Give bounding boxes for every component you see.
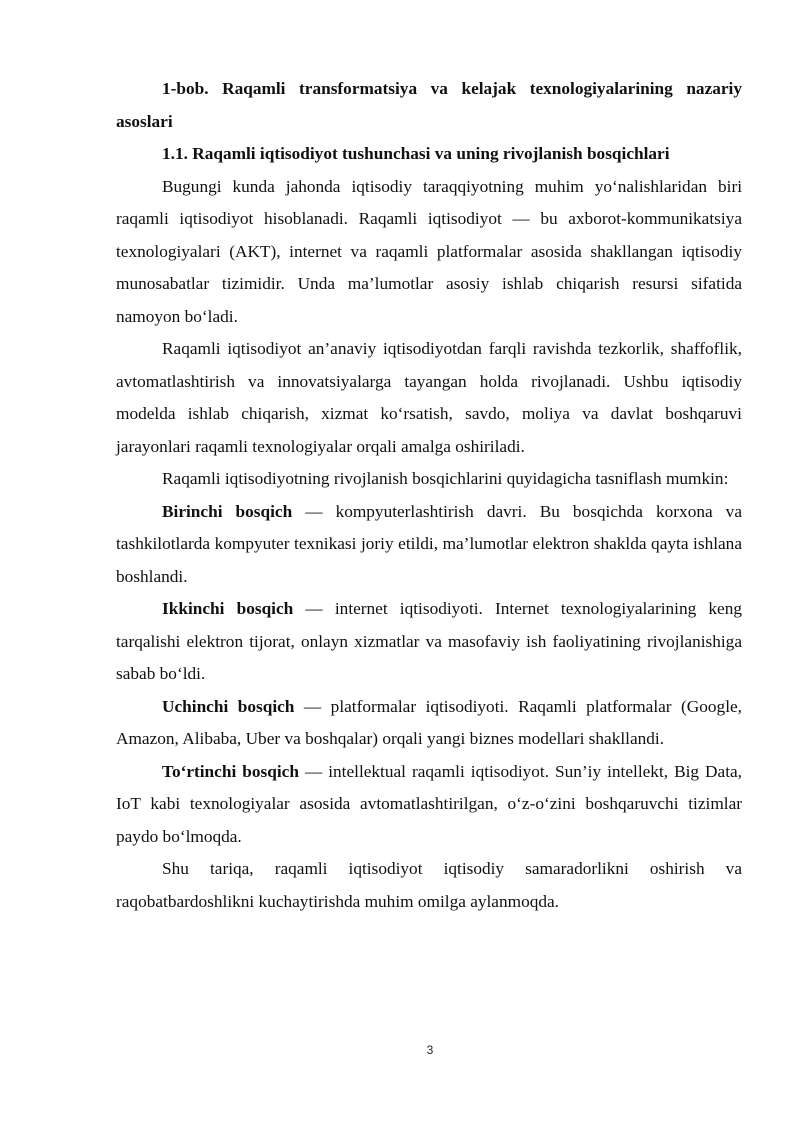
stage-paragraph-1 [116,496,742,594]
stage-2-lead: Ikkinchi bosqich [162,599,294,618]
paragraph-characteristics: Raqamli iqtisodiyot an’anaviy iqtisodiyotdan farqli ravishda tezkorlik, shaffoflik, avtomatlashtirish va innovatsiyalarga tayangan holda rivojlanadi. Ushbu iqtisodiy modelda ishlab chiqarish, xizmat ko‘rsatish, savdo, moliya va davlat boshqaruvi jarayonlari raqamli texnologiyalar orqali amalga oshiriladi. [116,339,742,456]
stage-1-text: — kompyuterlashtirish davri. Bu bosqichda korxona va tashkilotlarda kompyuter texnikasi joriy etildi, ma’lumotlar elektron shaklda qayta ishlana boshlandi. [116,501,742,586]
stage-paragraph-2 [116,593,742,691]
stage-paragraph-3 [116,691,742,756]
paragraph-conclusion: Shu tariqa, raqamli iqtisodiyot iqtisodiy samaradorlikni oshirish va raqobatbardoshlikni kuchaytirishda muhim omilga aylanmoqda. [116,859,742,911]
stage-4-lead: To‘rtinchi bosqich [162,761,299,781]
stage-1-lead: Birinchi bosqich [162,501,293,521]
page-number: 3 [426,1043,434,1057]
chapter-title: 1-bob. Raqamli transformatsiya va kelajak texnologiyalarining nazariy asoslari [116,79,742,131]
stage-2-text: — internet iqtisodiyoti. Internet texnologiyalarining keng tarqalishi elektron tijorat, onlayn xizmatlar va masofaviy ish faoliyatining rivojlanishiga sabab bo‘ldi. [116,599,742,683]
paragraph-stages-intro: Raqamli iqtisodiyotning rivojlanish bosqichlarini quyidagicha tasniflash mumkin: [162,469,729,488]
document-body [116,73,742,918]
stage-3-lead: Uchinchi bosqich [162,696,295,716]
stage-paragraph-4 [116,756,742,854]
section-title: 1.1. Raqamli iqtisodiyot tushunchasi va uning rivojlanish bosqichlari [162,144,670,163]
paragraph-intro: Bugungi kunda jahonda iqtisodiy taraqqiyotning muhim yo‘nalishlaridan biri raqamli iqtisodiyot hisoblanadi. Raqamli iqtisodiyot — bu axborot-kommunikatsiya texnologiyalari (AKT), internet va raqamli platformalar asosida shakllangan iqtisodiy munosabatlar tizimidir. Unda ma’lumotlar asosiy ishlab chiqarish resursi sifatida namoyon bo‘ladi. [116,176,742,326]
stage-3-text: — platformalar iqtisodiyoti. Raqamli platformalar (Google, Amazon, Alibaba, Uber va boshqalar) orqali yangi biznes modellari shakllandi. [116,696,742,748]
stage-4-text: — intellektual raqamli iqtisodiyot. Sun’iy intellekt, Big Data, IoT kabi texnologiyalar asosida avtomatlashtirilgan, o‘z-o‘zini boshqaruvchi tizimlar paydo bo‘lmoqda. [116,761,742,846]
